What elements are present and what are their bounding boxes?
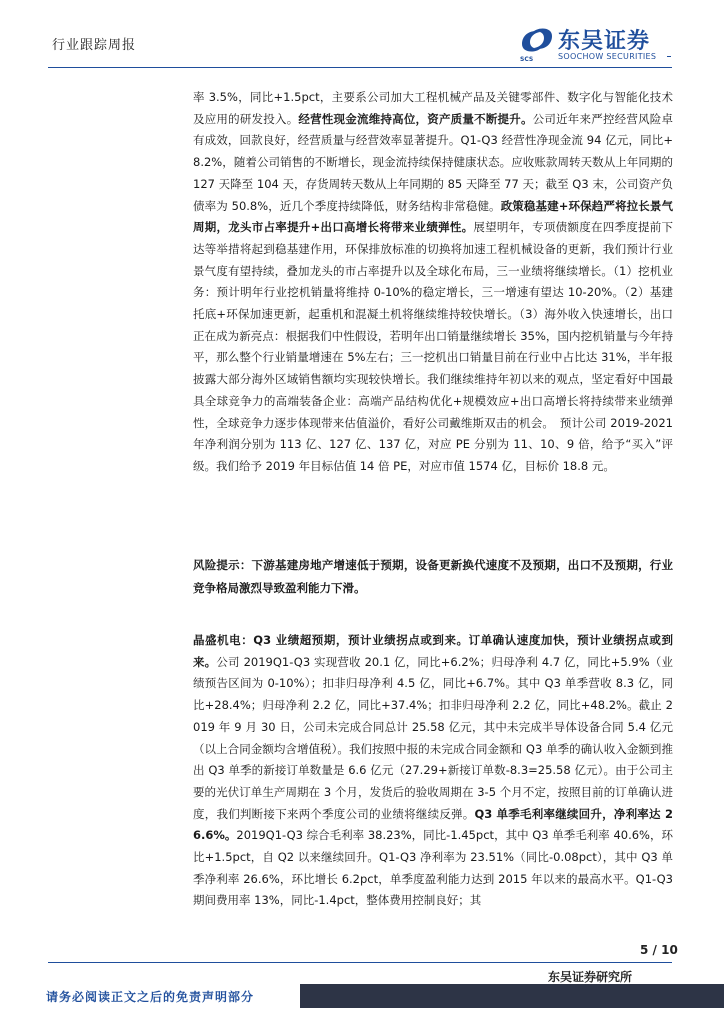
soochow-logo <box>518 26 678 66</box>
p1-bold-cashflow: 经营性现金流维持高位，资产质量不断提升。 <box>298 111 533 126</box>
risk-text: 风险提示：下游基建房地产增速低于预期，设备更新换代速度不及预期，出口不及预期，行业竞争格局激烈导致盈利能力下滑。 <box>193 558 673 595</box>
disclaimer-dark-band <box>300 984 724 1008</box>
p1-text-a: 率 3.5%，同比+1.5pct，主要系公司加大工程机械产品及关键零部件、数字化与智能化技术及应用的研发投入。 <box>193 90 673 126</box>
header-divider <box>48 67 672 68</box>
p3-text-d: 2019Q1-Q3 综合毛利率 38.23%，同比-1.45pct，其中 Q3 单季毛利率 40.6%，环比+1.5pct，自 Q2 以来继续回升。Q1-Q3 净利率为 23.51%（同比-0.08pct），其中 Q3 单季净利率 26.6%，环比增长 6.2pct，单季度盈利能力达到 2015 年以来的最高水平。Q1-Q3 期间费用率 13%，同比-1.4pct，整体费用控制良好；其 <box>193 828 673 908</box>
report-type-label: 行业跟踪周报 <box>52 38 137 53</box>
logo-icon <box>518 26 558 56</box>
header-mark <box>667 56 671 57</box>
p1-text-c: 公司近年来严控经营风险卓有成效，回款良好，经营质量与经营效率显著提升。Q1-Q3 经营性净现金流 94 亿元，同比+8.2%，随着公司销售的不断增长，现金流持续保持健康状态。应收账款周转天数从上年同期的 127 天降至 104 天，存货周转天数从上年同期的 85 天降至 77 天；截至 Q3 末，公司资产负债率为 50.8%，近几个季度持续降低，财务结构非常稳健。 <box>193 111 674 213</box>
p3-bold-margin: Q3 单季毛利率继续回升，净利率达 26.6%。 <box>193 806 673 843</box>
page-number: 5 / 10 <box>640 943 678 957</box>
footer-divider <box>48 962 672 963</box>
p3-bold-heading: 晶盛机电：Q3 业绩超预期，预计业绩拐点或到来。订单确认速度加快，预计业绩拐点或到来。 <box>193 633 673 669</box>
research-institute: 东吴证券研究所 <box>548 970 633 984</box>
risk-warning <box>193 554 673 600</box>
paragraph-jingsheng <box>193 630 673 912</box>
logo-name-cn: 东吴证券 <box>558 29 651 54</box>
logo-name-en: SOOCHOW SECURITIES <box>558 52 657 61</box>
logo-abbr: SCS <box>520 56 534 63</box>
p1-text-e: 展望明年，专项债额度在四季度提前下达等举措将起到稳基建作用，环保排放标准的切换将加速工程机械设备的更新，我们预计行业景气度有望持续，叠加龙头的市占率提升以及全球化布局，三一业绩将继续增长。（1）挖机业务：预计明年行业挖机销量将维持 0-10%的稳定增长，三一增速有望达 10-20%。（2）基建托底+环保加速更新，起重机和混凝土机将继续维持较快增长。（3）海外收入快速增长，出口正在成为新亮点：根据我们中性假设，若明年出口销量继续增长 35%，国内挖机销量与今年持平，那么整个行业销量增速在 5%左右；三一挖机出口销量目前在行业中占比达 31%，半年报披露大部分海外区域销售额均实现较快增长。我们继续维持年初以来的观点，坚定看好中国最具全球竞争力的高端装备企业：高端产品结构优化+规模效应+出口高增长将持续带来业绩弹性，全球竞争力逐步体现带来估值溢价，看好公司戴维斯双击的机会。 预计公司 2019-2021 年净利润分别为 113 亿、127 亿、137 亿，对应 PE 分别为 11、10、9 倍，给予“买入”评级。我们给予 2019 年目标估值 14 倍 PE，对应市值 1574 亿，目标价 18.8 元。 <box>193 220 674 473</box>
paragraph-sany <box>193 87 673 478</box>
disclaimer-text: 请务必阅读正文之后的免责声明部分 <box>46 990 255 1004</box>
p1-bold-policy: 政策稳基建+环保趋严将拉长景气周期，龙头市占率提升+出口高增长将带来业绩弹性。 <box>193 198 673 235</box>
p3-text-b: 公司 2019Q1-Q3 实现营收 20.1 亿，同比+6.2%；归母净利 4.7 亿，同比+5.9%（业绩预告区间为 0-10%）；扣非归母净利 4.5 亿，同比+6.7%。其中 Q3 单季营收 8.3 亿，同比+28.4%；归母净利 2.2 亿，同比+37.4%；扣非归母净利 2.2 亿，同比+48.2%。截止 2019 年 9 月 30 日，公司未完成合同总计 25.58 亿元，其中未完成半导体设备合同 5.4 亿元（以上合同金额均含增值税）。我们按照中报的未完成合同金额和 Q3 单季的确认收入金额到推出 Q3 单季的新接订单数量是 6.6 亿元（27.29+新接订单数-8.3=25.58 亿元）。由于公司主要的光伏订单生产周期在 3 个月，发货后的验收周期在 3-5 个月不定，按照目前的订单确认进度，我们判断接下来两个季度公司的业绩将继续反弹。 <box>193 654 673 821</box>
